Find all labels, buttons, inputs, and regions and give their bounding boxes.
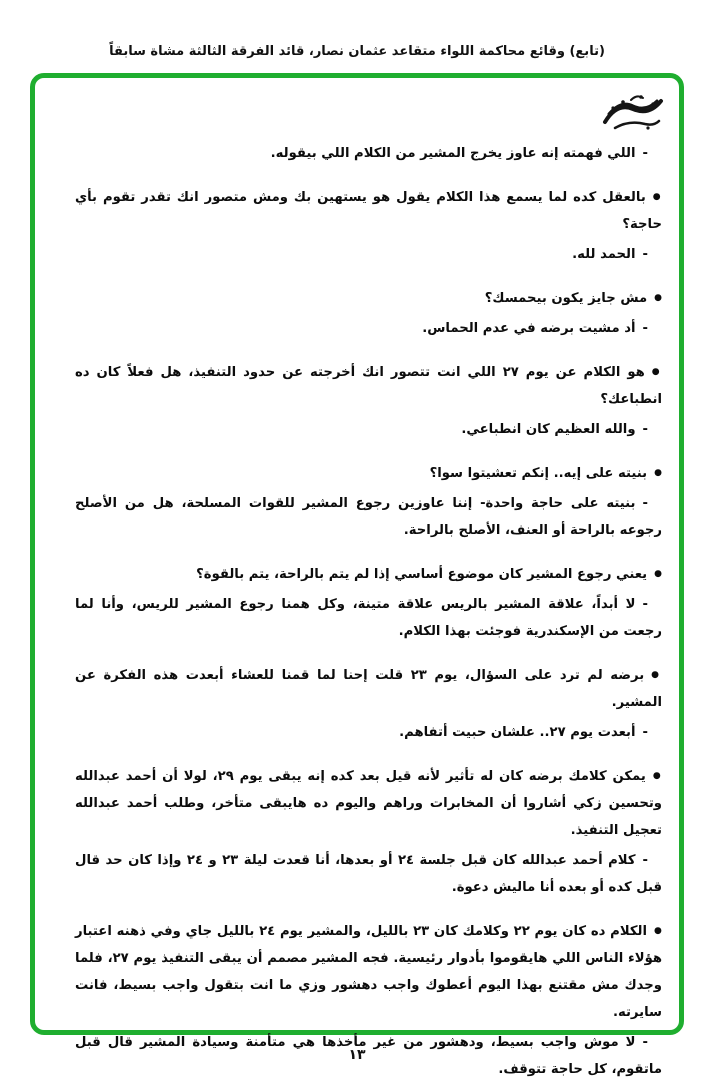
dialogue-question	[75, 662, 662, 716]
dialogue-answer	[75, 315, 662, 342]
dialogue-text: بالعقل كده لما يسمع هذا الكلام يقول هو يستهين بك ومش متصور انك تقدر تقوم بأي حاجة؟	[75, 190, 662, 232]
dialogue-text: أبعدت يوم ٢٧.. علشان حبيت أتفاهم.	[399, 725, 636, 740]
dialogue-answer	[75, 719, 662, 746]
dash-icon: -	[642, 496, 648, 511]
dialogue-text: لا أبداً، علاقة المشير بالريس علاقة متينة، وكل همنا رجوع المشير للريس، وأنا لما رجعت من الإسكندرية فوجئت بهذا الكلام.	[75, 597, 662, 639]
dialogue-text: الكلام ده كان يوم ٢٢ وكلامك كان ٢٣ بالليل، والمشير يوم ٢٤ بالليل جاي وفي ذهنه اعتبار هؤلاء الناس اللي هايقوموا بأدوار رئيسية. فجه المشير مصمم أن يبقى التنفيذ يوم ٢٧، فلما وجدك مش مقتنع بهذا اليوم أعطوك واجب دهشور وزي ما انت بتقول واجب بسيط، فانت سايرته.	[75, 924, 662, 1020]
dialogue-question	[75, 918, 662, 1026]
dash-icon: -	[642, 422, 648, 437]
dialogue-question	[75, 460, 662, 487]
dialogue-answer	[75, 416, 662, 443]
dialogue-question	[75, 763, 662, 844]
bullet-icon: ●	[651, 367, 663, 377]
dialogue-text: يعني رجوع المشير كان موضوع أساسي إذا لم يتم بالراحة، يتم بالقوة؟	[196, 567, 648, 582]
dialogue-text: هو الكلام عن يوم ٢٧ اللي انت تتصور انك أخرجته عن حدود التنفيذ، هل فعلاً كان ده انطباعك؟	[75, 365, 662, 407]
dialogue-answer	[75, 241, 662, 268]
dialogue-answer	[75, 847, 662, 901]
dialogue-question	[75, 561, 662, 588]
dialogue-text: بنيته على حاجة واحدة- إننا عاوزين رجوع المشير للقوات المسلحة، هل من الأصلح رجوعه بالراحة أو العنف، الأصلح بالراحة.	[75, 496, 662, 538]
dash-icon: -	[642, 321, 648, 336]
bullet-icon: ●	[651, 670, 662, 680]
dash-icon: -	[642, 725, 648, 740]
dash-icon: -	[642, 597, 648, 612]
page-number: ١٣	[348, 1047, 366, 1063]
dialogue-text: مش جايز يكون بيحمسك؟	[484, 291, 648, 306]
page-header: (تابع) وقائع محاكمة اللواء متقاعد عثمان نصار، قائد الفرقة الثالثة مشاة سابقاً	[109, 44, 605, 59]
dialogue-text: اللي فهمته إنه عاوز يخرج المشير من الكلام اللي بيقوله.	[270, 146, 636, 161]
dialogue-answer	[75, 591, 662, 645]
dash-icon: -	[642, 146, 648, 161]
bullet-icon: ●	[653, 926, 663, 936]
dialogue-text: والله العظيم كان انطباعي.	[461, 422, 636, 437]
dialogue-text: برضه لم ترد على السؤال، يوم ٢٣ قلت إحنا لما قمنا للعشاء أبعدت هذه الفكرة عن المشير.	[75, 668, 662, 710]
dialogue-question	[75, 359, 662, 413]
dialogue	[75, 140, 662, 1086]
bullet-icon: ●	[654, 569, 662, 579]
dialogue-question	[75, 285, 662, 312]
dash-icon: -	[642, 853, 648, 868]
calligraphic-seal-icon	[601, 88, 665, 140]
bullet-icon: ●	[652, 771, 662, 781]
dialogue-answer	[75, 490, 662, 544]
bullet-icon: ●	[652, 192, 663, 202]
dialogue-text: يمكن كلامك برضه كان له تأثير لأنه قيل بعد كده إنه يبقى يوم ٢٩، لولا أن أحمد عبدالله وتحسين زكي أشاروا أن المخابرات وراهم واليوم ده هايبقى متأخر، وطلب أحمد عبدالله تعجيل التنفيذ.	[75, 769, 662, 838]
dash-icon: -	[642, 1035, 648, 1050]
dialogue-text: الحمد لله.	[572, 247, 636, 262]
dialogue-question	[75, 184, 662, 238]
dash-icon: -	[642, 247, 648, 262]
dialogue-text: لا موش واجب بسيط، ودهشور من غير مأخذها هي متأمنة وسيادة المشير قال قبل ماتقوم، كل حاجة تتوقف.	[75, 1035, 662, 1077]
dialogue-text: بنيته على إيه.. إنكم تعشيتوا سوا؟	[429, 466, 648, 481]
bullet-icon: ●	[654, 468, 662, 478]
dialogue-answer	[75, 140, 662, 167]
dialogue-text: أد مشيت برضه في عدم الحماس.	[422, 321, 636, 336]
dialogue-text: كلام أحمد عبدالله كان قبل جلسة ٢٤ أو بعدها، أنا قعدت ليلة ٢٣ و ٢٤ وإذا كان حد قال قبل كده أو بعده أنا ماليش دعوة.	[75, 853, 662, 895]
bullet-icon: ●	[654, 293, 662, 303]
